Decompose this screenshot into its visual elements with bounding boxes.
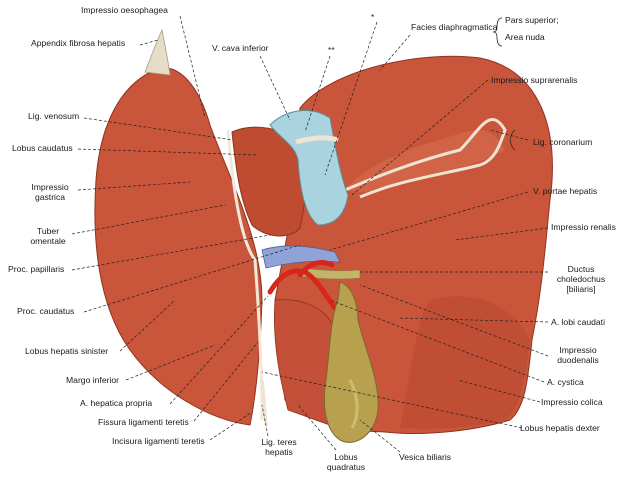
label-impressio-gastrica <box>22 182 78 202</box>
label-pars-superior: Pars superior; <box>505 15 559 25</box>
label-lig-venosum: Lig. venosum <box>28 111 80 121</box>
label-facies-diaphragmatica: Facies diaphragmatica <box>411 22 498 32</box>
label-impressio-duodenalis <box>550 345 606 365</box>
label-lobus-caudatus: Lobus caudatus <box>12 143 73 153</box>
label-impressio-gastrica-line1: Impressio <box>31 182 69 192</box>
label-ductus-choledochus-line1: Ductus <box>567 264 595 274</box>
label-ductus-choledochus-line2: choledochus <box>556 274 606 284</box>
label-impressio-suprarenalis: Impressio suprarenalis <box>491 75 578 85</box>
leader-appendix-fibrosa <box>140 40 158 45</box>
label-impressio-duodenalis-line1: Impressio <box>559 345 597 355</box>
label-ductus-choledochus-line3: [biliaris] <box>566 284 596 294</box>
label-a-cystica: A. cystica <box>547 377 584 387</box>
label-impressio-renalis: Impressio renalis <box>551 222 616 232</box>
label-area-nuda: Area nuda <box>505 32 545 42</box>
label-appendix-fibrosa-hepatis: Appendix fibrosa hepatis <box>31 38 126 48</box>
label-impressio-duodenalis-line2: duodenalis <box>557 355 599 365</box>
label-impressio-gastrica-line2: gastrica <box>34 192 66 202</box>
label-ductus-choledochus <box>550 264 612 294</box>
label-lig-teres-hepatis-line2: hepatis <box>265 447 293 457</box>
leader-v-cava-inferior <box>260 56 290 120</box>
label-lig-teres-hepatis <box>255 437 303 457</box>
label-incisura-ligamenti-teretis: Incisura ligamenti teretis <box>112 436 205 446</box>
label-lobus-quadratus-line2: quadratus <box>326 462 366 472</box>
appendix-fibrosa-shape <box>145 30 170 75</box>
label-tuber-omentale-line2: omentale <box>30 236 66 246</box>
label-lobus-quadratus <box>321 452 371 472</box>
label-v-cava-inferior: V. cava inferior <box>212 43 269 53</box>
label-tuber-omentale <box>24 226 72 246</box>
label-v-portae-hepatis: V. portae hepatis <box>533 186 598 196</box>
label-tuber-omentale-line1: Tuber <box>36 226 60 236</box>
label-margo-inferior: Margo inferior <box>66 375 120 385</box>
label-impressio-oesophagea: Impressio oesophagea <box>81 5 168 15</box>
label-double-asterisk: ** <box>328 45 335 55</box>
label-lobus-hepatis-dexter: Lobus hepatis dexter <box>520 423 600 433</box>
label-lig-coronarium: Lig. coronarium <box>533 137 593 147</box>
label-asterisk: * <box>371 12 375 22</box>
label-a-hepatica-propria: A. hepatica propria <box>80 398 153 408</box>
label-impressio-colica: Impressio colica <box>541 397 603 407</box>
label-vesica-biliaris: Vesica biliaris <box>399 452 452 462</box>
label-a-lobi-caudati: A. lobi caudati <box>551 317 605 327</box>
label-lobus-hepatis-sinister: Lobus hepatis sinister <box>25 346 109 356</box>
label-lig-teres-hepatis-line1: Lig. teres <box>261 437 297 447</box>
label-proc-papillaris: Proc. papillaris <box>8 264 65 274</box>
label-fissura-ligamenti-teretis: Fissura ligamenti teretis <box>98 417 189 427</box>
lobus-hepatis-sinister-shape <box>95 68 262 425</box>
label-proc-caudatus: Proc. caudatus <box>17 306 75 316</box>
label-lobus-quadratus-line1: Lobus <box>334 452 358 462</box>
